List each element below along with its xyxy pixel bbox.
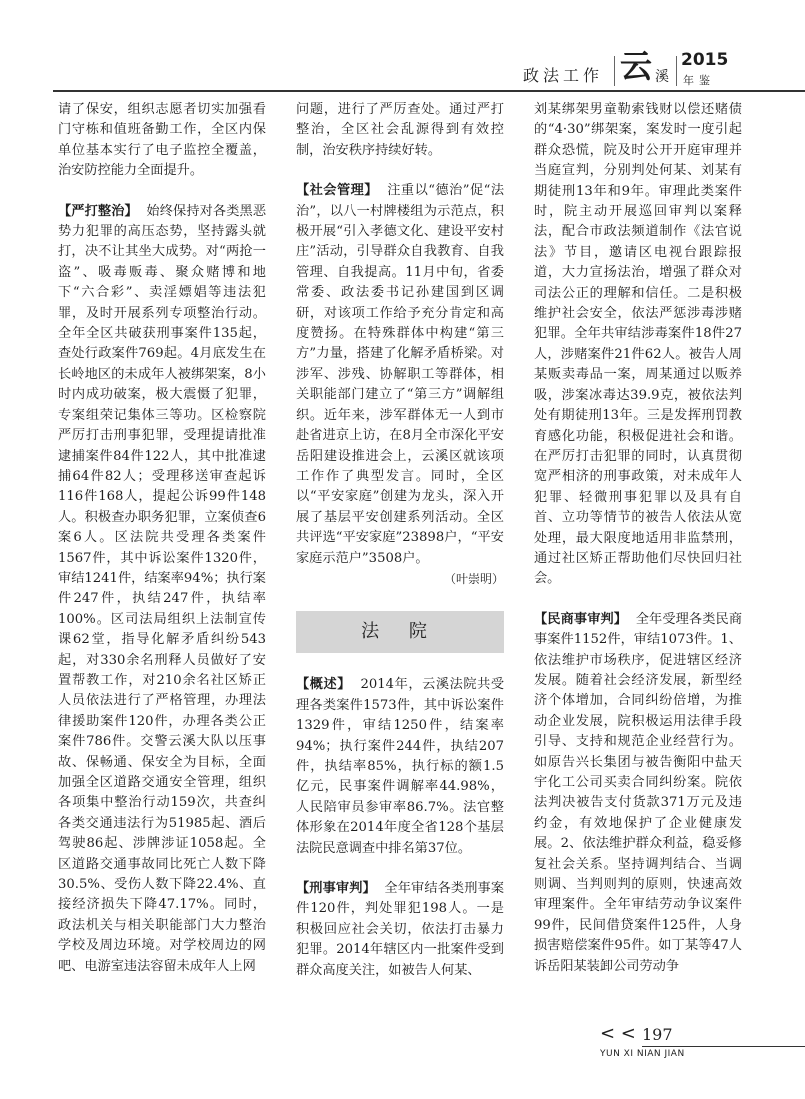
section-banner-court: 法 院	[296, 611, 504, 653]
column-1	[58, 100, 266, 977]
yearbook-label: 年鉴	[683, 74, 715, 87]
footer-subtitle: YUN XI NIAN JIAN	[600, 1049, 685, 1059]
paragraph-body: 2014年，云溪法院共受理各类案件1573件，其中诉讼案件1329件，审结1250件，结案率94%；执行案件244件，执结207件，执结率85%，执行标的额1.5亿元，民事案件调解率44.98%，人民陪审员参审率86.7%。法官整体形象在2014年度全省128个基层法院民意调查中排名第37位。	[296, 677, 505, 856]
paragraph-strike-hard	[58, 202, 266, 977]
paragraph-overview	[296, 675, 504, 859]
yearbook-title-char-small: 溪	[655, 69, 669, 85]
header-rule	[53, 90, 805, 92]
section-tag: 【概述】	[296, 677, 351, 693]
paragraph: 问题，进行了严厉查处。通过严打整治，全区社会乱源得到有效控制，治安秩序持续好转。	[296, 102, 504, 158]
section-tag: 【社会管理】	[296, 183, 378, 199]
column-2	[296, 100, 504, 981]
section-tag: 【民商事审判】	[534, 611, 628, 627]
chevron-left-icon: < <	[600, 1023, 636, 1044]
yearbook-title-char: 云	[620, 47, 653, 85]
paragraph-criminal-trial	[296, 879, 504, 981]
paragraph-body: 始终保持对各类黑恶势力犯罪的高压态势，坚持露头就打，决不让其坐大成势。对“两抢一盗”、吸毒贩毒、聚众赌博和地下“六合彩”、卖淫嫖娼等违法犯罪，及时开展系列专项整治行动。全年全区共破获刑事案件135起，查处行政案件769起。4月底发生在长岭地区的未成年人被绑架案，8小时内成功破案，极大震慑了犯罪，专案组荣记集体三等功。区检察院严厉打击刑事犯罪，受理提请批准逮捕案件84件122人，其中批准逮捕64件82人；受理移送审查起诉116件168人，提起公诉99件148人。积极查办职务犯罪，立案侦查6案6人。区法院共受理各类案件1567件，其中诉讼案件1320件，审结1241件，结案率94%；执行案件247件，执结247件，执结率100%。区司法局组织上法制宣传课62堂，指导化解矛盾纠纷543起，对330余名刑释人员做好了安置帮教工作，对210余名社区矫正人员依法进行了严格管理，办理法律援助案件120件，办理各类公正案件786件。交警云溪大队以压事故、保畅通、保安全为目标，全面加强全区道路交通安全管理，组织各项集中整治行动159次，共查纠各类交通违法行为51985起、酒后驾驶86起、涉牌涉证1058起。全区道路交通事故同比死亡人数下降30.5%、受伤人数下降22.4%、直接经济损失下降47.17%。同时，政法机关与相关职能部门大力整治学校及周边环境。对学校周边的网吧、电游室违法容留未成年人上网	[58, 203, 267, 974]
header-divider-2	[676, 56, 677, 86]
paragraph: 请了保安，组织志愿者切实加强看门守栋和值班备勤工作，全区内保单位基本实行了电子监控全覆盖，治安防控能力全面提升。	[58, 102, 266, 179]
author-signature: （叶崇明）	[443, 571, 504, 586]
paragraph-body: 全年受理各类民商事案件1152件，审结1073件。1、依法维护市场秩序，促进辖区经济发展。随着社会经济发展，新型经济个体增加，合同纠纷倍增，为推动企业发展，院积极运用法律手段引导、支持和规范企业经营行为。如原告兴长集团与被告衡阳中盐天宇化工公司买卖合同纠纷案。院依法判决被告支付货款371万元及违约金，有效地保护了企业健康发展。2、依法维护群众利益，稳妥修复社会关系。坚持调判结合、当调则调、当判则判的原则，快速高效审理案件。全年审结劳动争议案件99件，民间借贷案件125件，人身损害赔偿案件95件。如丁某等47人诉岳阳某装卸公司劳动争	[534, 611, 743, 974]
section-tag: 【严打整治】	[58, 203, 138, 219]
page-number: 197	[642, 1025, 673, 1044]
paragraph-body: 注重以“德治”促“法治”，以八一村牌楼组为示范点，积极开展“引入孝德文化、建设平安村庄”活动，引导群众自我教育、自我管理、自我提高。11月中旬，省委常委、政法委书记孙建国到区调研，对该项工作给予充分肯定和高度赞扬。在特殊群体中构建“第三方”力量，搭建了化解矛盾桥梁。对涉军、涉残、协解职工等群体，相关职能部门建立了“第三方”调解组织。近年来，涉军群体无一人到市赴省进京上访，在8月全市深化平安岳阳建设推进会上，云溪区就该项工作作了典型发言。同时，全区以“平安家庭”创建为龙头，深入开展了基层平安创建系列活动。全区共评选“平安家庭”23898户，“平安家庭示范户”3508户。	[296, 183, 505, 566]
paragraph-civil-trial	[534, 610, 742, 977]
paragraph: 刘某绑架男童勒索钱财以偿还赌债的“4·30”绑架案，案发时一度引起群众恐慌，院及时公开开庭审理并当庭宣判，分别判处何某、刘某有期徒刑13年和9年。审理此类案件时，院主动开展巡回审判以案释法，配合市政法频道制作《法官说法》节目，邀请区电视台跟踪报道，大力宣扬法治，增强了群众对司法公正的理解和信任。二是积极维护社会安全，依法严惩涉毒涉赌犯罪。全年共审结涉毒案件18件27人，涉赌案件21件62人。被告人周某贩卖毒品一案，周某通过以贩养吸，涉案冰毒达39.9克，被依法判处有期徒刑13年。三是发挥刑罚教育感化功能，积极促进社会和谐。在严厉打击犯罪的同时，认真贯彻宽严相济的刑事政策，对未成年人犯罪、轻微刑事犯罪以及具有自首、立功等情节的被告人依法从宽处理，最大限度地适用非监禁刑，通过社区矫正帮助他们尽快回归社会。	[534, 102, 742, 587]
section-title: 政法工作	[523, 66, 604, 85]
header-divider	[614, 56, 615, 86]
paragraph-social-management	[296, 181, 504, 569]
column-3	[534, 100, 742, 977]
section-tag: 【刑事审判】	[296, 881, 376, 896]
yearbook-year: 2015	[681, 50, 729, 70]
footer-rule	[642, 1046, 805, 1047]
page-header	[0, 0, 805, 100]
paragraph-body: 全年审结各类刑事案件120件，判处罪犯198人。一是积极回应社会关切，依法打击暴力犯罪。2014年辖区内一批案件受到群众高度关注，如被告人何某、	[296, 881, 505, 978]
